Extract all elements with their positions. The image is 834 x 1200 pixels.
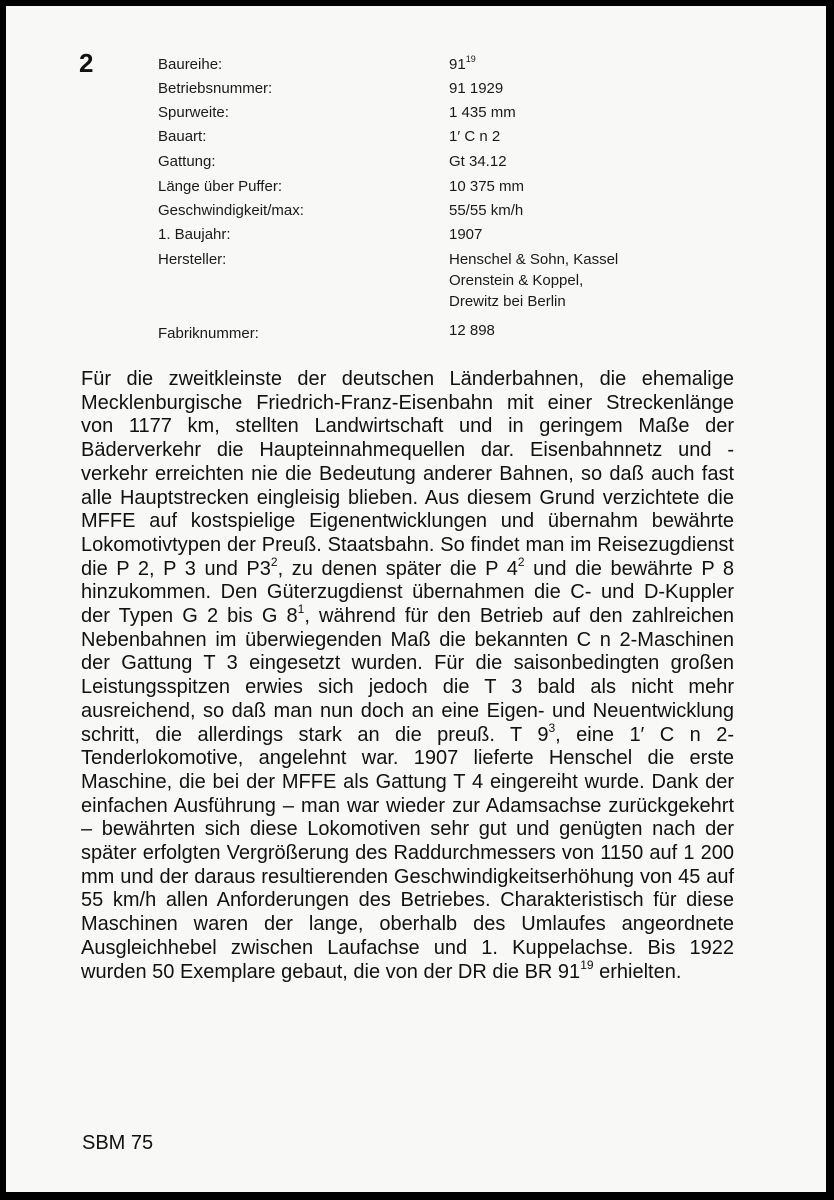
superscript: 19 [580,957,594,972]
spec-value: 1′ C n 2 [449,128,501,145]
spec-value: 91 1929 [449,80,504,97]
text-segment: Für die zweitkleinste der deutschen Länderbahnen, die ehemalige Mecklenburgische Friedrich-Franz-Eisenbahn mit einer Streckenlänge von 1177 km, stellten Landwirtschaft und in geringem Maße der Bäderverkehr die Haupteinnahmequellen dar. Eisenbahnnetz und -verkehr erreichten nie die Bedeutung anderer Bahnen, so daß auch fast alle Hauptstrecken eingleisig blieben. Aus diesem Grund verzichtete die MFFE auf kostspielige Eigenentwicklungen und übernahm bewährte Lokomotivtypen der Preuß. Staatsbahn. So findet man im Reisezugdienst die P 2, P 3 und P3 [81,368,734,580]
spec-value [449,56,476,73]
spec-label: 1. Baujahr: [158,226,231,243]
superscript: 2 [270,554,278,569]
spec-value: Gt 34.12 [449,153,507,170]
spec-value-base: 91 [449,56,466,73]
superscript: 2 [517,554,525,569]
collector-card [6,6,826,1192]
manufacturer-line: Drewitz bei Berlin [449,293,566,310]
text-segment: , zu denen später die P 4 [277,557,518,580]
spec-value: 1 435 mm [449,104,516,121]
spec-label: Hersteller: [158,251,227,268]
spec-value-sup: 19 [465,54,476,64]
spec-label: Geschwindigkeit/max: [158,202,304,219]
superscript: 1 [297,602,305,617]
spec-label: Spurweite: [158,104,229,121]
spec-value: 10 375 mm [449,178,525,195]
spec-label: Fabriknummer: [158,325,259,342]
spec-value: 12 898 [449,322,495,339]
text-segment: , eine 1′ C n 2-Tenderlokomotive, angelehnt war. 1907 lieferte Henschel die erste Maschine, die bei der MFFE als Gattung T 4 eingereiht wurde. Dank der einfachen Ausführung – man war wieder zur Adamsachse zurückgekehrt – bewährten sich diese Lokomotiven sehr gut und genügten nach der später erfolgten Vergrößerung des Raddurchmessers von 1150 auf 1 200 mm und der daraus resultierenden Geschwindigkeitserhöhung von 45 auf 55 km/h allen Anforderungen des Betriebes. Charakteristisch für diese Maschinen waren der lange, oberhalb des Umlaufes angeordnete Ausgleichhebel zwischen Laufachse und 1. Kuppelachse. Bis 1922 wurden 50 Exemplare gebaut, die von der DR die BR 91 [81,723,735,983]
card-number: 2 [79,48,94,78]
text-segment: erhielten. [593,960,682,983]
series-code: SBM 75 [82,1132,154,1154]
text-segment: und die bewährte P 8 hinzukommen. Den Güterzugdienst übernahmen die C- und D-Kuppler der Typen G 2 bis G 8 [81,557,735,628]
spec-label: Länge über Puffer: [158,178,282,195]
description-text [81,368,734,984]
text-segment: , während für den Betrieb auf den zahlreichen Nebenbahnen im überwiegenden Maß die bekannten C n 2-Maschinen der Gattung T 3 eingesetzt wurden. Für die saisonbedingten großen Leistungsspitzen erwies sich jedoch die T 3 bald als nicht mehr ausreichend, so daß man nun doch an eine Eigen- und Neuentwicklung schritt, die allerdings stark an die preuß. T 9 [81,605,734,746]
spec-label: Gattung: [158,153,216,170]
spec-value: 1907 [449,226,483,243]
spec-label: Bauart: [158,128,207,145]
spec-label: Baureihe: [158,56,223,73]
manufacturer-line: Henschel & Sohn, Kassel [449,251,619,268]
spec-value: 55/55 km/h [449,202,524,219]
manufacturer-line: Orenstein & Koppel, [449,272,584,289]
spec-value [449,251,618,310]
spec-label: Betriebsnummer: [158,80,273,97]
superscript: 3 [548,720,556,735]
